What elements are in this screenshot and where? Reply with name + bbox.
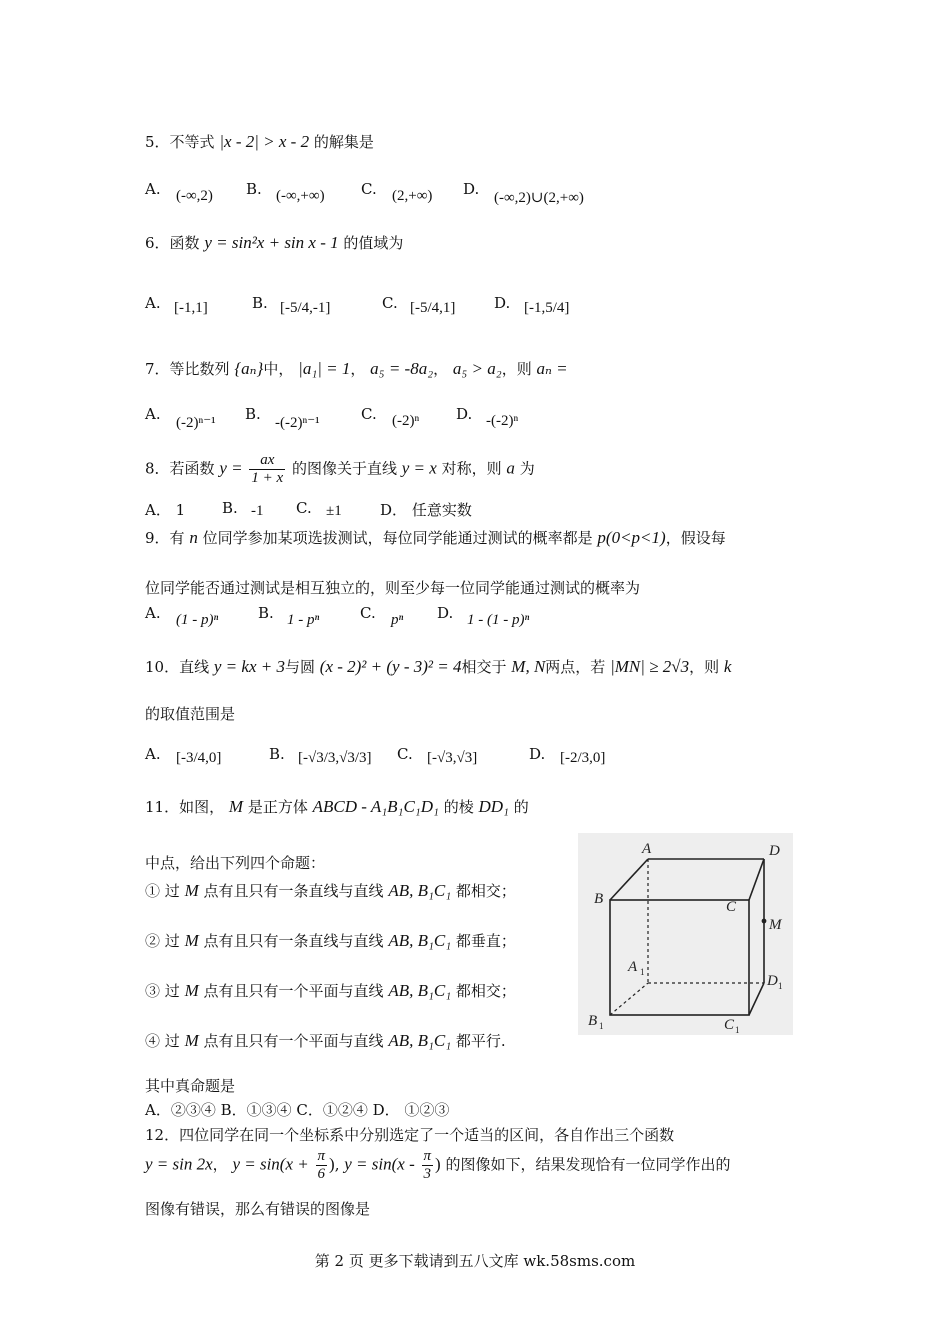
- label-a1-sub: 1: [640, 967, 645, 977]
- q9-option-a: A.: [145, 604, 161, 622]
- q10-option-b: B.: [269, 745, 285, 763]
- label-d1: D: [767, 973, 778, 989]
- label-m: M: [769, 917, 782, 933]
- q10-option-a: A.: [145, 745, 161, 763]
- q11-prop-4: ④ 过 M 点有且只有一个平面与直线 AB, B₁C₁ 都平行.: [145, 1031, 506, 1050]
- cube-figure: [578, 833, 793, 1035]
- q6-option-d: D.: [494, 294, 511, 312]
- q5-option-b-value: (-∞,+∞): [276, 188, 325, 204]
- q6-option-b: B.: [252, 294, 268, 312]
- q9-option-d-value: 1 - (1 - p)ⁿ: [467, 612, 530, 628]
- q12-stem: 12．四位同学在同一个坐标系中分别选定了一个适当的区间，各自作出三个函数: [145, 1126, 675, 1144]
- q10-stem: 10．直线 y = kx + 3与圆 (x - 2)² + (y - 3)² = 4相交于 M, N两点，若 |MN| ≥ 2√3，则 k: [145, 657, 732, 676]
- q11-options: A．②③④ B．①③④ C．①②④ D． ①②③: [145, 1101, 450, 1119]
- q9-option-a-value: (1 - p)ⁿ: [176, 612, 219, 628]
- q10-option-a-value: [-3/4,0]: [176, 750, 222, 766]
- label-c1-sub: 1: [735, 1025, 740, 1035]
- label-c: C: [726, 899, 737, 915]
- q11-ask: 其中真命题是: [145, 1077, 236, 1095]
- q9-stem: 9．有 n 位同学参加某项选拔测试，每位同学能通过测试的概率都是 p(0<p<1)，假设每: [145, 528, 726, 547]
- q5-option-c: C.: [361, 180, 377, 198]
- label-a1: A: [628, 959, 638, 975]
- q7-stem: 7．等比数列 {aₙ}中， |a₁| = 1， a₅ = -8a₂， a₅ > a₂，则 aₙ =: [145, 359, 568, 378]
- q7-option-a-value: (-2)ⁿ⁻¹: [176, 415, 216, 431]
- label-b1-sub: 1: [599, 1021, 604, 1031]
- q7-option-c: C.: [361, 405, 377, 423]
- label-a: A: [642, 841, 652, 857]
- point-m: [762, 919, 767, 924]
- q11-prop-1: ① 过 M 点有且只有一条直线与直线 AB, B₁C₁ 都相交；: [145, 881, 516, 900]
- label-d1-sub: 1: [778, 981, 783, 991]
- q12-stem-line3: 图像有错误，那么有错误的图像是: [145, 1200, 371, 1218]
- q5-option-a-value: (-∞,2): [176, 188, 213, 204]
- q9-option-b-value: 1 - pⁿ: [287, 612, 320, 628]
- q5-option-b: B.: [246, 180, 262, 198]
- q8-option-c-value: ±1: [326, 503, 342, 519]
- q6-option-b-value: [-5/4,-1]: [280, 300, 331, 316]
- q8-fraction: $\frac{ax}{1 + x}$: [251, 452, 284, 486]
- cube-front-face: [610, 900, 749, 1015]
- q12-fraction-pi-6: $\frac{\pi}{6}$: [317, 1148, 326, 1182]
- q8-option-b: B.: [222, 499, 238, 517]
- q10-option-b-value: [-√3/3,√3/3]: [298, 750, 372, 766]
- q8-stem: 8．若函数 y = $\frac{ax}{1 + x}$ 的图像关于直线 y = x 对称，则 a 为: [145, 452, 535, 486]
- label-d: D: [769, 843, 780, 859]
- q5-option-d: D.: [463, 180, 480, 198]
- label-b: B: [594, 891, 604, 907]
- q7-option-c-value: (-2)ⁿ: [392, 413, 420, 429]
- q10-option-d-value: [-2/3,0]: [560, 750, 606, 766]
- q10-option-c: C.: [397, 745, 413, 763]
- q7-option-d-value: -(-2)ⁿ: [486, 413, 519, 429]
- q12-fraction-pi-3: $\frac{\pi}{3}$: [423, 1148, 432, 1182]
- q6-option-c: C.: [382, 294, 398, 312]
- q8-option-a: A． 1: [145, 501, 186, 519]
- q10-option-c-value: [-√3,√3]: [427, 750, 478, 766]
- q5-option-a: A.: [145, 180, 161, 198]
- q11-stem: 11．如图， M 是正方体 ABCD - A₁B₁C₁D₁ 的棱 DD₁ 的: [145, 797, 529, 816]
- q9-option-c-value: pⁿ: [391, 612, 404, 628]
- q11-prop-3: ③ 过 M 点有且只有一个平面与直线 AB, B₁C₁ 都相交；: [145, 981, 516, 1000]
- q5-stem: 5．不等式 |x - 2| > x - 2 的解集是: [145, 132, 374, 151]
- q5-option-c-value: (2,+∞): [392, 188, 433, 204]
- q8-option-d: D． 任意实数: [380, 501, 472, 519]
- q9-option-d: D.: [437, 604, 454, 622]
- q6-stem: 6．函数 y = sin²x + sin x - 1 的值域为: [145, 233, 404, 252]
- q7-option-a: A.: [145, 405, 161, 423]
- page-footer: 第 2 页 更多下载请到五八文库 wk.58sms.com: [314, 1252, 636, 1270]
- q11-prop-2: ② 过 M 点有且只有一条直线与直线 AB, B₁C₁ 都垂直；: [145, 931, 516, 950]
- q9-option-c: C.: [360, 604, 376, 622]
- q5-option-d-value: (-∞,2)∪(2,+∞): [494, 190, 584, 206]
- q7-option-b: B.: [245, 405, 261, 423]
- q11-stem-line2: 中点，给出下列四个命题：: [145, 854, 326, 872]
- q6-option-d-value: [-1,5/4]: [524, 300, 570, 316]
- q7-option-d: D.: [456, 405, 473, 423]
- q6-option-a: A.: [145, 294, 161, 312]
- q6-option-a-value: [-1,1]: [174, 300, 208, 316]
- q6-option-c-value: [-5/4,1]: [410, 300, 456, 316]
- q10-stem-line2: 的取值范围是: [145, 705, 236, 723]
- q9-option-b: B.: [258, 604, 274, 622]
- q8-option-b-value: -1: [251, 503, 264, 519]
- label-b1: B: [588, 1013, 598, 1029]
- q9-stem-line2: 位同学能否通过测试是相互独立的，则至少每一位同学能通过测试的概率为: [145, 579, 641, 597]
- label-c1: C: [724, 1017, 735, 1033]
- q8-option-c: C.: [296, 499, 312, 517]
- q10-option-d: D.: [529, 745, 546, 763]
- q7-option-b-value: -(-2)ⁿ⁻¹: [275, 415, 320, 431]
- q12-stem-line2: y = sin 2x， y = sin(x + $\frac{\pi}{6}$ ), y = sin(x - $\frac{\pi}{3}$ ) 的图像如下，结果发现恰有一位同学作出的: [145, 1148, 731, 1182]
